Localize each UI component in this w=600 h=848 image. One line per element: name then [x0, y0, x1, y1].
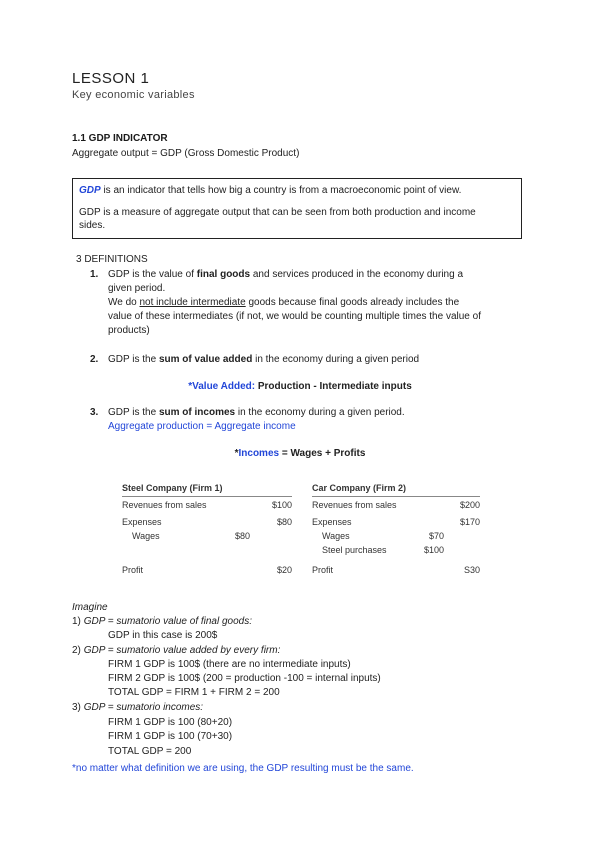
imagine-1-text: GDP = sumatorio value of final goods: [83, 616, 253, 627]
def3-bold: sum of incomes [158, 407, 236, 418]
car-profit: S30 [463, 565, 480, 575]
car-steel-label: Steel purchases [322, 545, 387, 555]
car-expenses-label: Expenses [312, 517, 352, 527]
imagine-item-1 [72, 616, 252, 627]
def1-note-line2: value of these intermediates (if not, we would be counting multiple times the value of [108, 311, 481, 322]
definitions-heading: 3 DEFINITIONS [76, 254, 148, 265]
def1-bold: final goods [196, 269, 251, 280]
def2-bold: sum of value added [158, 354, 253, 365]
steel-wages: $80 [234, 531, 250, 541]
definition-2 [90, 353, 530, 367]
box-line-1 [79, 184, 515, 197]
def2-number: 2. [90, 354, 99, 365]
box-line-2 [79, 206, 515, 232]
gdp-definition-box [72, 178, 522, 239]
car-rule [312, 496, 480, 497]
def1-note-line3: products) [108, 325, 150, 336]
def2-pre: GDP is the [108, 354, 159, 365]
footnote: *no matter what definition we are using, the GDP resulting must be the same. [72, 763, 414, 774]
def1-note-post: goods because final goods already includes the [245, 297, 460, 308]
def2-post: in the economy during a given period [252, 354, 420, 365]
def3-note: Aggregate production = Aggregate income [108, 421, 296, 432]
value-added-note [0, 381, 600, 392]
imagine-item-3 [72, 702, 203, 713]
car-wages: $70 [428, 531, 444, 541]
steel-rule [122, 496, 292, 497]
imagine-3-answer-b: FIRM 1 GDP is 100 (70+30) [108, 731, 233, 742]
steel-revenues: $100 [271, 500, 292, 510]
incomes-star: * [234, 448, 239, 459]
section-heading: 1.1 GDP INDICATOR [72, 133, 168, 144]
imagine-2-answer-a: FIRM 1 GDP is 100$ (there are no intermediate inputs) [108, 659, 351, 670]
imagine-2-answer-b: FIRM 2 GDP is 100$ (200 = production -100 = internal inputs) [108, 673, 381, 684]
box-line-2b: sides. [79, 220, 106, 231]
def1-cont: given period. [108, 283, 166, 294]
imagine-2-text: GDP = sumatorio value added by every firm: [83, 645, 281, 656]
steel-company-table [122, 483, 292, 579]
car-title: Car Company (Firm 2) [312, 483, 407, 493]
imagine-3-num: 3) [72, 702, 81, 713]
steel-expenses-label: Expenses [122, 517, 162, 527]
def3-pre: GDP is the [108, 407, 159, 418]
imagine-2-answer-c: TOTAL GDP = FIRM 1 + FIRM 2 = 200 [108, 687, 280, 698]
imagine-1-num: 1) [72, 616, 81, 627]
page-title: LESSON 1 [72, 70, 150, 87]
imagine-heading: Imagine [72, 602, 108, 613]
def1-number: 1. [90, 269, 99, 280]
steel-revenues-label: Revenues from sales [122, 500, 207, 510]
incomes-label: Incomes [238, 448, 280, 459]
imagine-1-answer: GDP in this case is 200$ [108, 630, 218, 641]
value-added-label: *Value Added: [188, 381, 256, 392]
def3-post: in the economy during a given period. [235, 407, 405, 418]
definition-1 [90, 268, 530, 338]
car-profit-label: Profit [312, 565, 334, 575]
box-line-1-text: is an indicator that tells how big a country is from a macroeconomic point of view. [100, 185, 462, 196]
value-added-rest: Production - Intermediate inputs [255, 381, 412, 392]
imagine-3-answer-c: TOTAL GDP = 200 [108, 746, 192, 757]
incomes-rest: = Wages + Profits [279, 448, 366, 459]
car-expenses: $170 [459, 517, 480, 527]
incomes-note [0, 448, 600, 459]
steel-expenses: $80 [276, 517, 292, 527]
car-revenues: $200 [459, 500, 480, 510]
definition-3 [90, 406, 530, 434]
page-subtitle: Key economic variables [72, 89, 195, 101]
car-company-table [312, 483, 480, 579]
section-intro: Aggregate output = GDP (Gross Domestic Product) [72, 148, 300, 159]
steel-profit-label: Profit [122, 565, 144, 575]
car-wages-label: Wages [322, 531, 350, 541]
imagine-3-answer-a: FIRM 1 GDP is 100 (80+20) [108, 717, 233, 728]
car-revenues-label: Revenues from sales [312, 500, 397, 510]
steel-title: Steel Company (Firm 1) [122, 483, 223, 493]
imagine-3-text: GDP = sumatorio incomes: [83, 702, 204, 713]
box-line-2a: GDP is a measure of aggregate output that can be seen from both production and income [79, 207, 476, 218]
def1-pre: GDP is the value of [108, 269, 197, 280]
steel-profit: $20 [276, 565, 292, 575]
imagine-2-num: 2) [72, 645, 81, 656]
imagine-item-2 [72, 645, 280, 656]
def3-number: 3. [90, 407, 99, 418]
def1-note-pre: We do [108, 297, 140, 308]
gdp-term: GDP [79, 185, 101, 196]
steel-wages-label: Wages [132, 531, 160, 541]
def1-post: and services produced in the economy during a [250, 269, 463, 280]
car-steel: $100 [423, 545, 444, 555]
def1-note-underline: not include intermediate [139, 297, 246, 308]
